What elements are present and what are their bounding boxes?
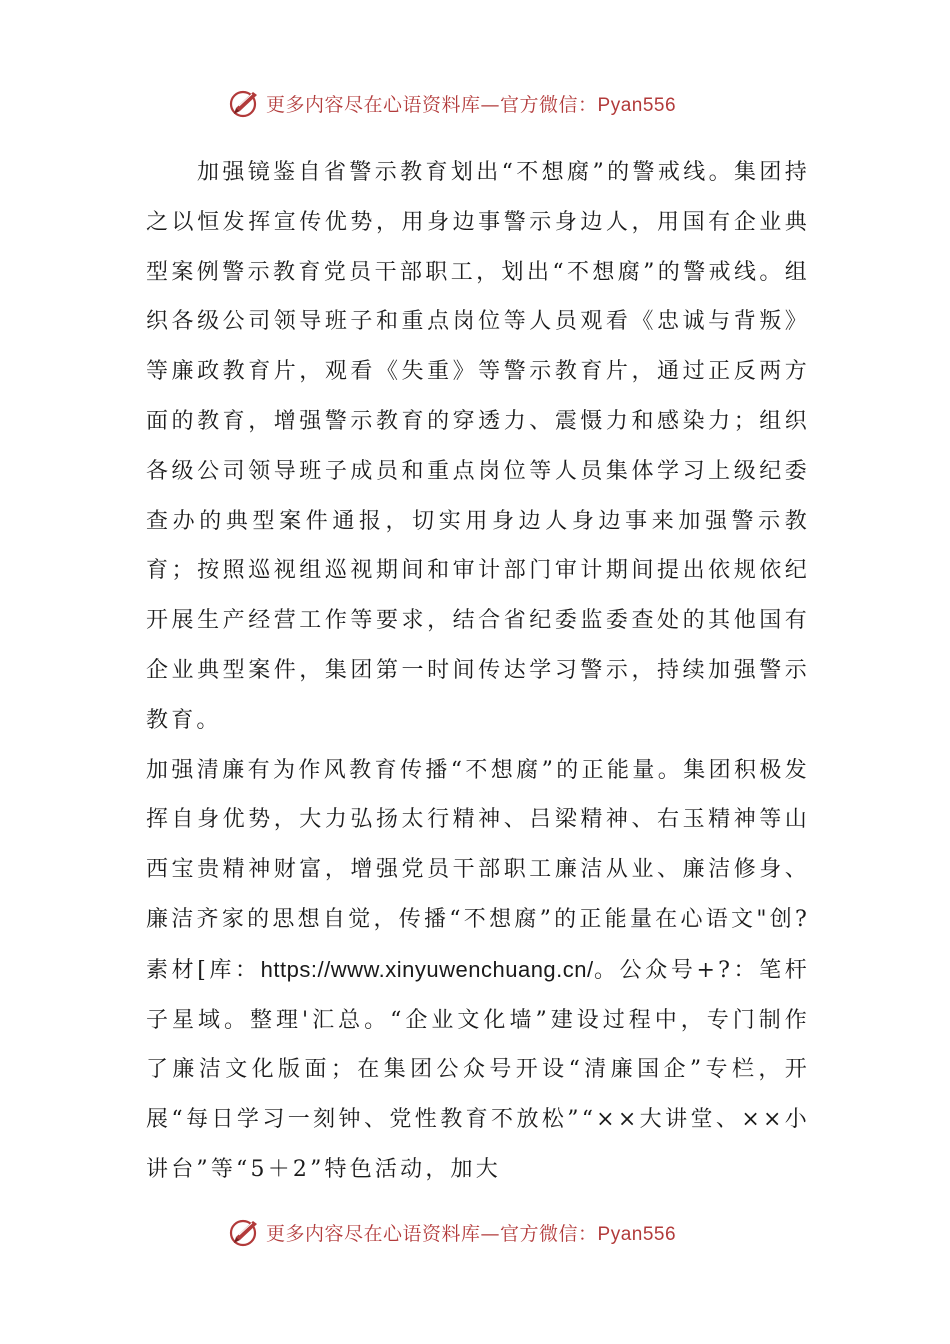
source-url-text: https://www.xinyuwenchuang.cn/ (260, 956, 594, 982)
banner-text: 更多内容尽在心语资料库—官方微信：Pyan556 (266, 1222, 677, 1245)
wechat-id: Pyan556 (597, 94, 677, 116)
header-watermark-banner (228, 83, 676, 123)
paragraph-text-part1: 加强清廉有为作风教育传播“不想腐”的正能量。集团积极发挥自身优势，大力弘扬太行精神、吕梁精神、右玉精神等山西宝贵精神财富，增强党员干部职工廉洁从业、廉洁修身、廉洁齐家的思想自觉，传播“不想腐”的正能量在心语文"创?素材[库： (146, 757, 810, 983)
wechat-id: Pyan556 (597, 1223, 677, 1245)
banner-text: 更多内容尽在心语资料库—官方微信：Pyan556 (266, 93, 677, 116)
document-body (146, 148, 810, 1195)
paragraph-warning-education: 加强镜鉴自省警示教育划出“不想腐”的警戒线。集团持之以恒发挥宣传优势，用身边事警示身边人，用国有企业典型案例警示教育党员干部职工，划出“不想腐”的警戒线。组织各级公司领导班子和重点岗位等人员观看《忠诚与背叛》等廉政教育片，观看《失重》等警示教育片，通过正反两方面的教育，增强警示教育的穿透力、震慑力和感染力；组织各级公司领导班子成员和重点岗位等人员集体学习上级纪委查办的典型案件通报，切实用身边人身边事来加强警示教育；按照巡视组巡视期间和审计部门审计期间提出依规依纪开展生产经营工作等要求，结合省纪委监委查处的其他国有企业典型案件，集团第一时间传达学习警示，持续加强警示教育。 (146, 160, 810, 733)
paragraph-text-part2: 。公众号+?：笔杆子星域。整理'汇总。“企业文化墙”建设过程中，专门制作了廉洁文化版面；在集团公众号开设“清廉国企”专栏，开展“每日学习一刻钟、党性教育不放松”“××大讲堂、××小讲台”等“5＋2”特色活动，加大 (146, 957, 810, 1182)
paragraph-integrity-culture (146, 746, 810, 1195)
pen-logo-icon (228, 1215, 262, 1249)
pen-logo-icon (228, 86, 262, 120)
footer-watermark-banner (228, 1212, 676, 1252)
